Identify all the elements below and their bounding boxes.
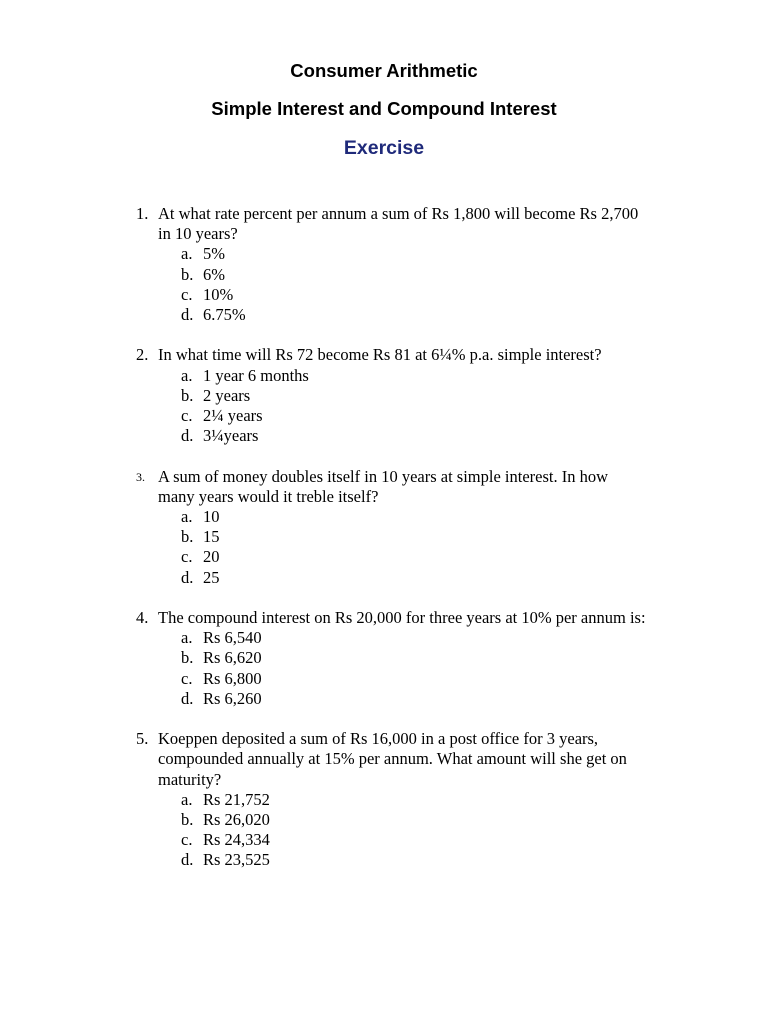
question-number: 4. <box>136 608 149 628</box>
option-text: 6.75% <box>203 305 246 325</box>
section-heading: Exercise <box>343 137 425 159</box>
option-letter: c. <box>181 547 193 567</box>
option-c <box>0 406 768 426</box>
option-text: 5% <box>203 244 225 264</box>
option-letter: d. <box>181 567 194 587</box>
question-number: 3. <box>136 469 145 484</box>
option-a <box>0 628 768 648</box>
option-b <box>0 648 768 668</box>
option-text: 10% <box>203 284 234 304</box>
option-letter: b. <box>181 264 194 284</box>
option-d <box>0 305 768 325</box>
question-5 <box>0 729 768 870</box>
question-text: Koeppen deposited a sum of Rs 16,000 in a post office for 3 years, compounded annually at 15% per annum. What amount will she get on maturity? <box>158 729 627 789</box>
option-letter: b. <box>181 648 194 668</box>
option-a <box>0 244 768 264</box>
option-a <box>0 366 768 386</box>
option-c <box>0 547 768 567</box>
option-list <box>0 628 768 709</box>
option-b <box>0 810 768 830</box>
option-a <box>0 790 768 810</box>
question-list <box>0 204 768 891</box>
option-letter: a. <box>181 365 193 385</box>
option-letter: b. <box>181 385 194 405</box>
option-letter: a. <box>181 789 193 809</box>
option-text: 15 <box>203 527 220 547</box>
option-d <box>0 426 768 446</box>
option-c <box>0 669 768 689</box>
question-text: At what rate percent per annum a sum of Rs 1,800 will become Rs 2,700 in 10 years? <box>158 204 639 244</box>
question-number: 2. <box>136 345 149 365</box>
option-letter: a. <box>181 244 193 264</box>
option-b <box>0 386 768 406</box>
option-letter: d. <box>181 426 194 446</box>
option-text: Rs 6,620 <box>203 648 262 668</box>
option-list <box>0 790 768 871</box>
option-text: Rs 6,540 <box>203 628 262 648</box>
question-4 <box>0 608 768 709</box>
option-letter: b. <box>181 810 194 830</box>
option-text: 6% <box>203 264 225 284</box>
option-text: 2¼ years <box>203 406 263 426</box>
option-text: 1 year 6 months <box>203 365 309 385</box>
option-text: Rs 6,800 <box>203 668 262 688</box>
option-letter: b. <box>181 527 194 547</box>
option-a <box>0 507 768 527</box>
option-b <box>0 265 768 285</box>
question-number: 1. <box>136 204 149 223</box>
option-c <box>0 285 768 305</box>
option-letter: c. <box>181 830 193 850</box>
question-text: A sum of money doubles itself in 10 years at simple interest. In how many years would it treble itself? <box>158 466 609 506</box>
option-text: Rs 21,752 <box>203 789 270 809</box>
question-text: In what time will Rs 72 become Rs 81 at 6¼% p.a. simple interest? <box>158 345 602 365</box>
option-text: 10 <box>203 507 220 527</box>
option-text: 3¼years <box>203 426 259 446</box>
document-subtitle: Simple Interest and Compound Interest <box>211 98 557 119</box>
option-text: Rs 24,334 <box>203 830 270 850</box>
question-text: The compound interest on Rs 20,000 for three years at 10% per annum is: <box>158 608 646 628</box>
option-text: Rs 26,020 <box>203 810 270 830</box>
option-b <box>0 527 768 547</box>
option-text: Rs 23,525 <box>203 850 270 870</box>
option-letter: a. <box>181 507 193 527</box>
option-letter: c. <box>181 406 193 426</box>
option-text: 20 <box>203 547 220 567</box>
option-letter: d. <box>181 850 194 870</box>
option-letter: d. <box>181 688 194 708</box>
document-title: Consumer Arithmetic <box>290 60 478 81</box>
question-1 <box>0 204 768 325</box>
option-text: 25 <box>203 567 220 587</box>
option-letter: c. <box>181 668 193 688</box>
option-text: Rs 6,260 <box>203 688 262 708</box>
question-number: 5. <box>136 729 149 749</box>
option-letter: d. <box>181 305 194 325</box>
question-2 <box>0 345 768 446</box>
option-list <box>0 244 768 325</box>
question-3 <box>0 467 768 588</box>
option-d <box>0 850 768 870</box>
option-list <box>0 366 768 447</box>
option-text: 2 years <box>203 385 251 405</box>
option-letter: c. <box>181 284 193 304</box>
option-d <box>0 689 768 709</box>
option-c <box>0 830 768 850</box>
option-letter: a. <box>181 628 193 648</box>
option-list <box>0 507 768 588</box>
option-d <box>0 568 768 588</box>
